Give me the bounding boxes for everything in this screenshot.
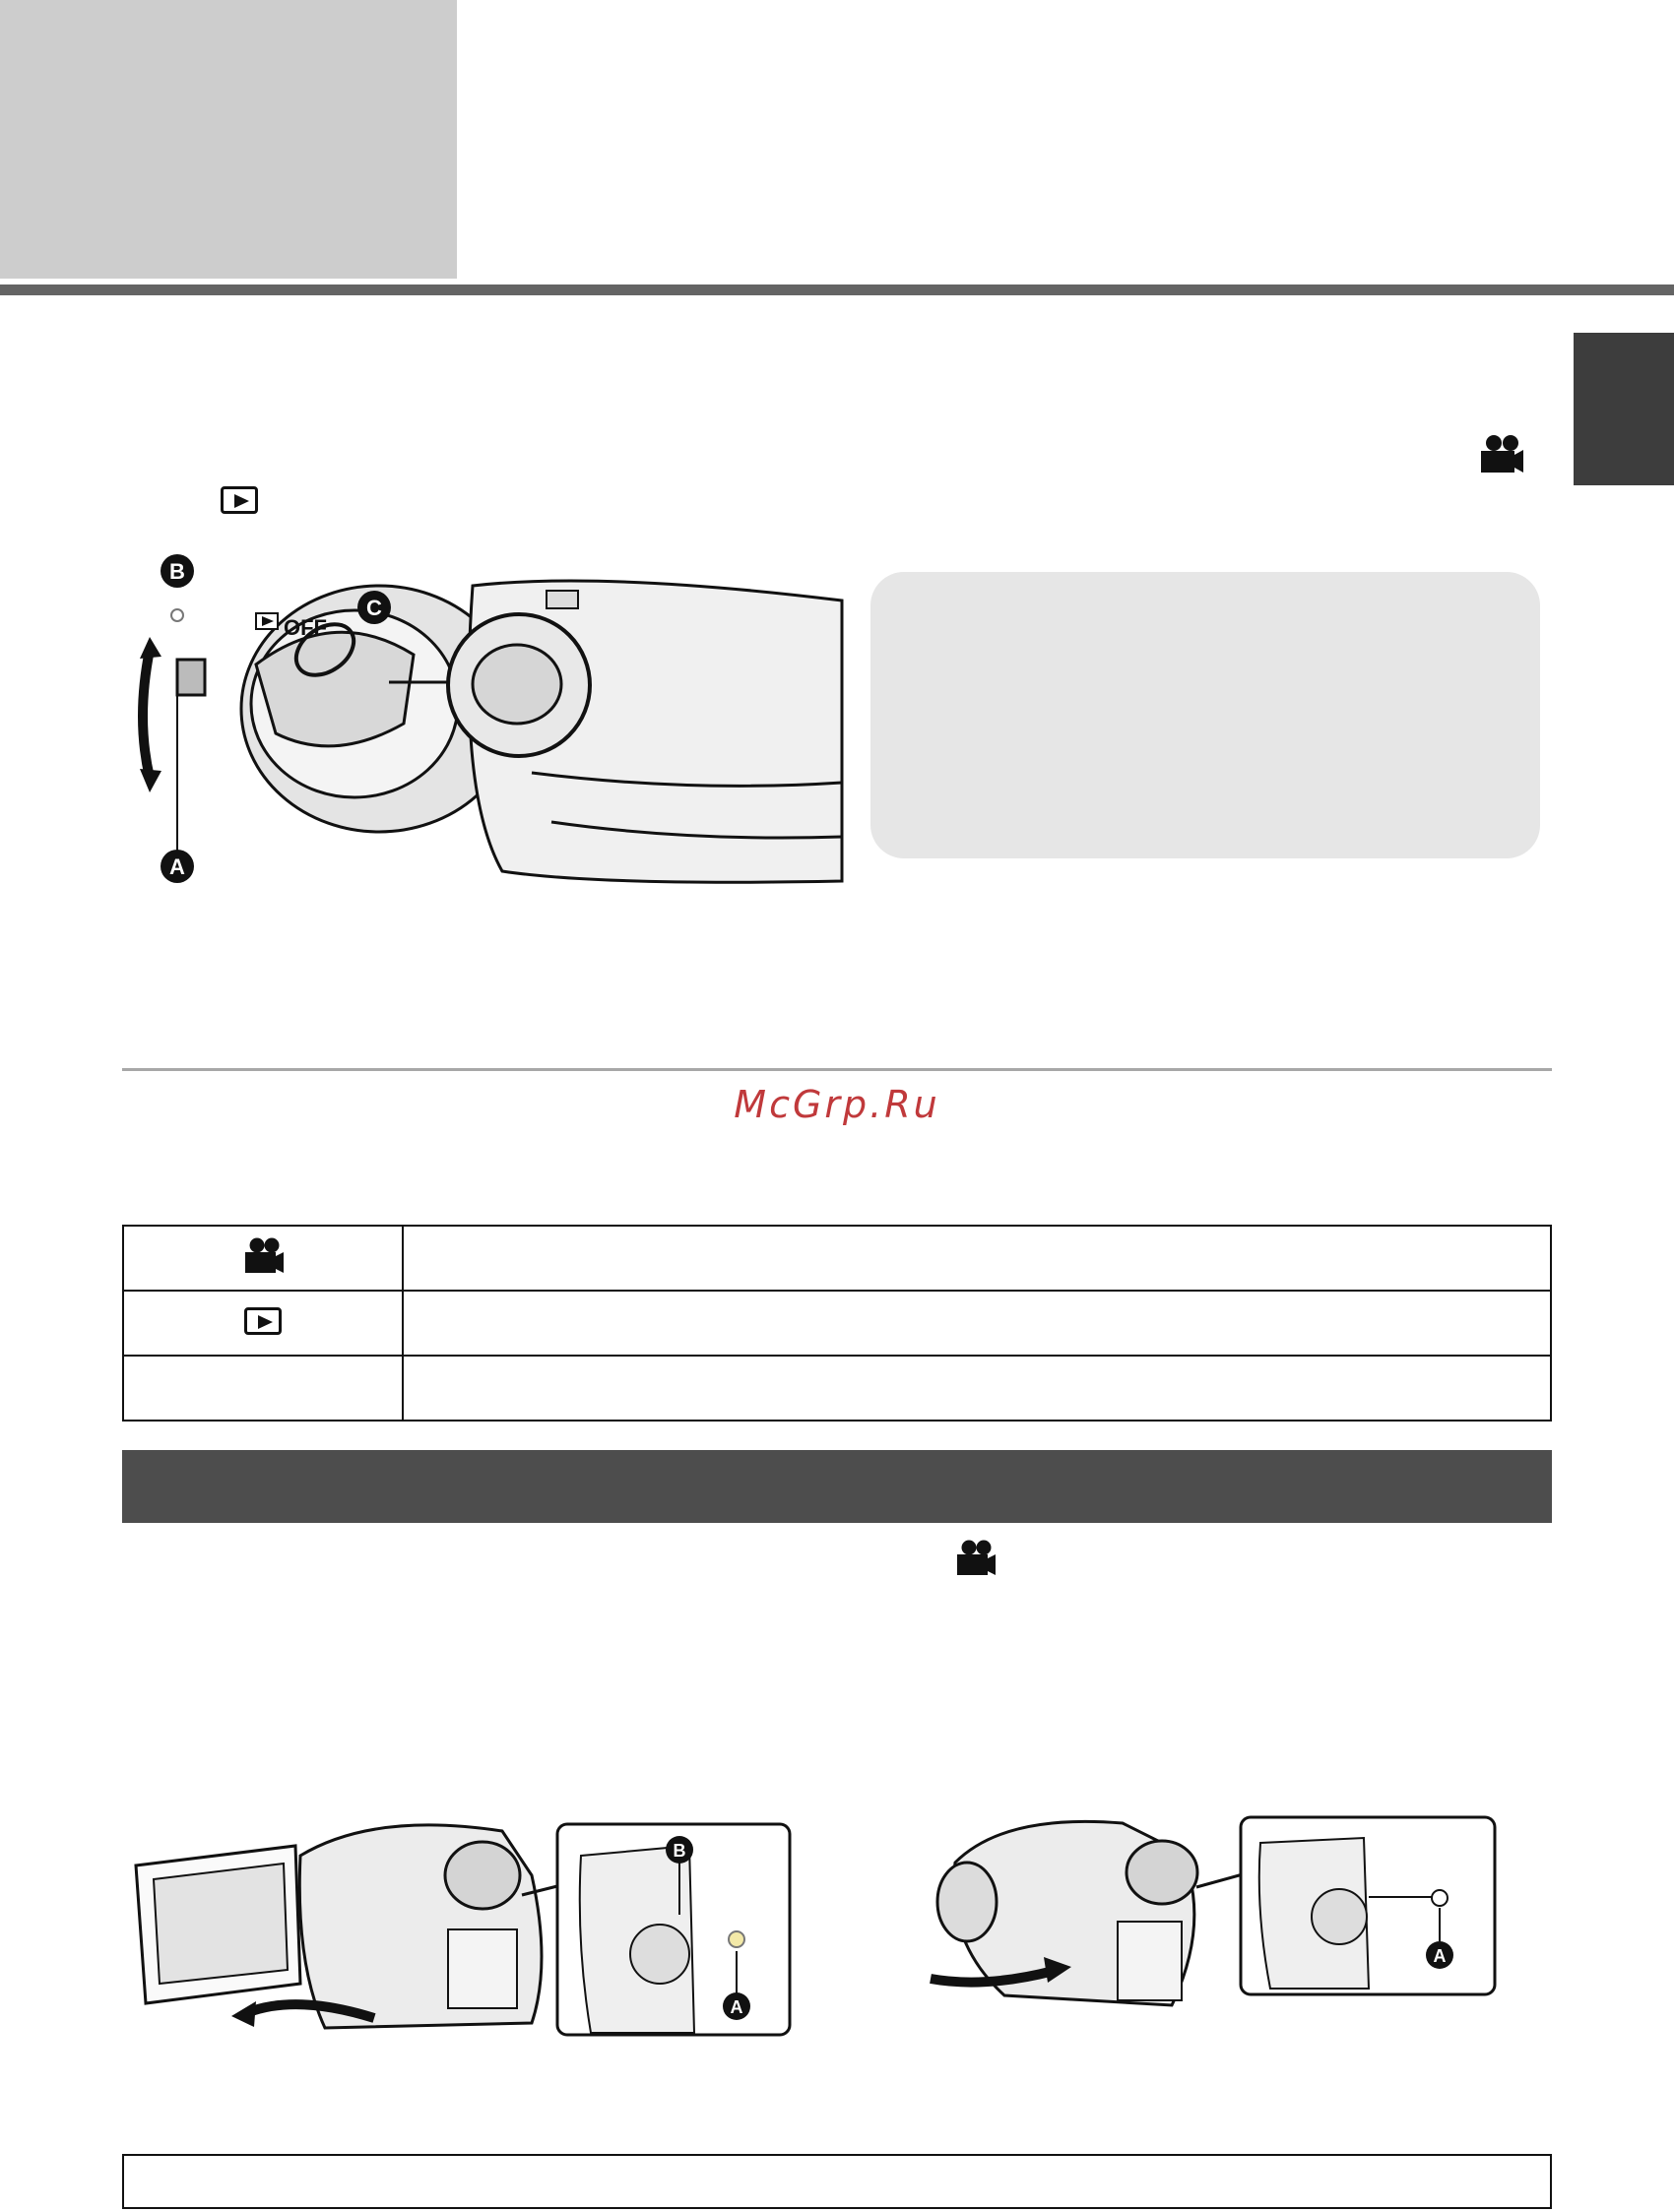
lcd-close-illustration xyxy=(926,1813,1502,2010)
callout-a: A xyxy=(169,854,185,879)
callout-b: B xyxy=(169,559,185,584)
section-divider xyxy=(122,1068,1552,1071)
callout-a: A xyxy=(1433,1946,1447,1966)
chapter-side-tab xyxy=(1574,333,1674,485)
playback-icon xyxy=(244,1307,282,1335)
callout-a: A xyxy=(730,1997,743,2017)
dial-off-label: OFF xyxy=(284,615,327,640)
header-grey-block xyxy=(0,0,457,279)
callout-c: C xyxy=(366,596,382,620)
table-row xyxy=(123,1291,1551,1356)
table-row xyxy=(123,1356,1551,1421)
playback-icon xyxy=(221,486,258,519)
watermark: McGrp.Ru xyxy=(734,1083,940,1126)
movie-camera-icon xyxy=(241,1236,285,1276)
note-box xyxy=(870,572,1540,858)
lcd-open-illustration xyxy=(128,1816,798,2043)
bottom-note-box xyxy=(122,2154,1552,2209)
table-row xyxy=(123,1226,1551,1291)
mode-table xyxy=(122,1225,1552,1422)
callout-b: B xyxy=(673,1841,686,1861)
movie-camera-icon xyxy=(953,1539,997,1578)
header-rule xyxy=(0,284,1674,295)
movie-camera-icon xyxy=(1477,433,1524,474)
mode-dial-illustration xyxy=(138,546,847,896)
section-header-bar xyxy=(122,1450,1552,1523)
